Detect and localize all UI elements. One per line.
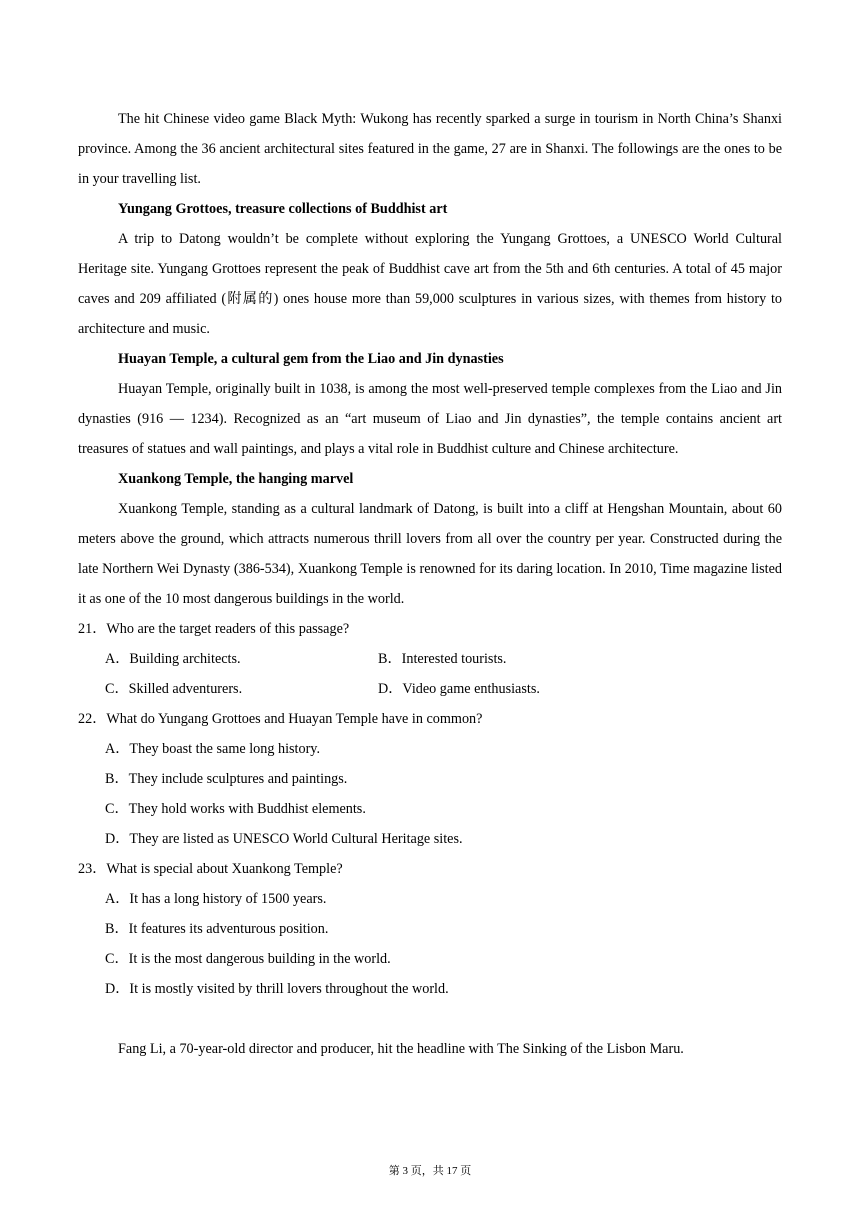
option-d: D．It is mostly visited by thrill lovers throughout the world. — [105, 981, 449, 997]
option-d: D．Video game enthusiasts. — [378, 681, 540, 697]
section-text-yungang: A trip to Datong wouldn’t be complete without exploring the Yungang Grottoes, a UNESCO World Cultural Heritage site. Yungang Grottoes represent the peak of Buddhist cave art from the 5th and 6th centuries. A total of 45 major caves and 209 affiliated (附属的) ones house more than 59,000 sculptures in various sizes, with themes from history to architecture and music. — [78, 231, 782, 337]
option-b: B．They include sculptures and paintings. — [105, 771, 348, 787]
answer-options — [78, 644, 782, 704]
question-23 — [78, 854, 782, 1004]
section-spacer — [78, 1004, 782, 1034]
option-a: A．They boast the same long history. — [105, 741, 321, 757]
option-c: C．Skilled adventurers. — [105, 681, 243, 697]
document-body — [78, 104, 782, 1064]
question-stem: 21．Who are the target readers of this passage? — [78, 621, 350, 637]
question-21 — [78, 614, 782, 704]
question-stem: 22．What do Yungang Grottoes and Huayan Temple have in common? — [78, 711, 483, 727]
option-a: A．Building architects. — [105, 651, 241, 667]
answer-options — [78, 884, 782, 1004]
option-d: D．They are listed as UNESCO World Cultural Heritage sites. — [105, 831, 463, 847]
option-b: B．Interested tourists. — [378, 651, 507, 667]
page-footer: 第 3 页，共 17 页 — [388, 1165, 472, 1177]
option-c: C．It is the most dangerous building in the world. — [105, 951, 391, 967]
option-a: A．It has a long history of 1500 years. — [105, 891, 327, 907]
question-stem: 23．What is special about Xuankong Temple? — [78, 861, 343, 877]
question-22 — [78, 704, 782, 854]
intro-paragraph: The hit Chinese video game Black Myth: Wukong has recently sparked a surge in tourism in North China’s Shanxi province. Among the 36 ancient architectural sites featured in the game, 27 are in Shanxi. The followings are the ones to be in your travelling list. — [78, 111, 782, 187]
section-heading-huayan: Huayan Temple, a cultural gem from the Liao and Jin dynasties — [118, 351, 504, 367]
section-heading-yungang: Yungang Grottoes, treasure collections of Buddhist art — [118, 201, 448, 217]
section-text-huayan: Huayan Temple, originally built in 1038, is among the most well-preserved temple complexes from the Liao and Jin dynasties (916 — 1234). Recognized as an “art museum of Liao and Jin dynasties”, the temple contains ancient art treasures of statues and wall paintings, and plays a vital role in Buddhist culture and Chinese architecture. — [78, 381, 782, 457]
section-heading-xuankong: Xuankong Temple, the hanging marvel — [118, 471, 354, 487]
section-text-xuankong: Xuankong Temple, standing as a cultural landmark of Datong, is built into a cliff at Hengshan Mountain, about 60 meters above the ground, which attracts numerous thrill lovers from all over the country per year. Constructed during the late Northern Wei Dynasty (386-534), Xuankong Temple is renowned for its daring location. In 2010, Time magazine listed it as one of the 10 most dangerous buildings in the world. — [78, 501, 782, 607]
answer-options — [78, 734, 782, 854]
option-b: B．It features its adventurous position. — [105, 921, 329, 937]
next-passage-paragraph: Fang Li, a 70-year-old director and producer, hit the headline with The Sinking of the Lisbon Maru. — [118, 1041, 684, 1057]
option-c: C．They hold works with Buddhist elements. — [105, 801, 366, 817]
